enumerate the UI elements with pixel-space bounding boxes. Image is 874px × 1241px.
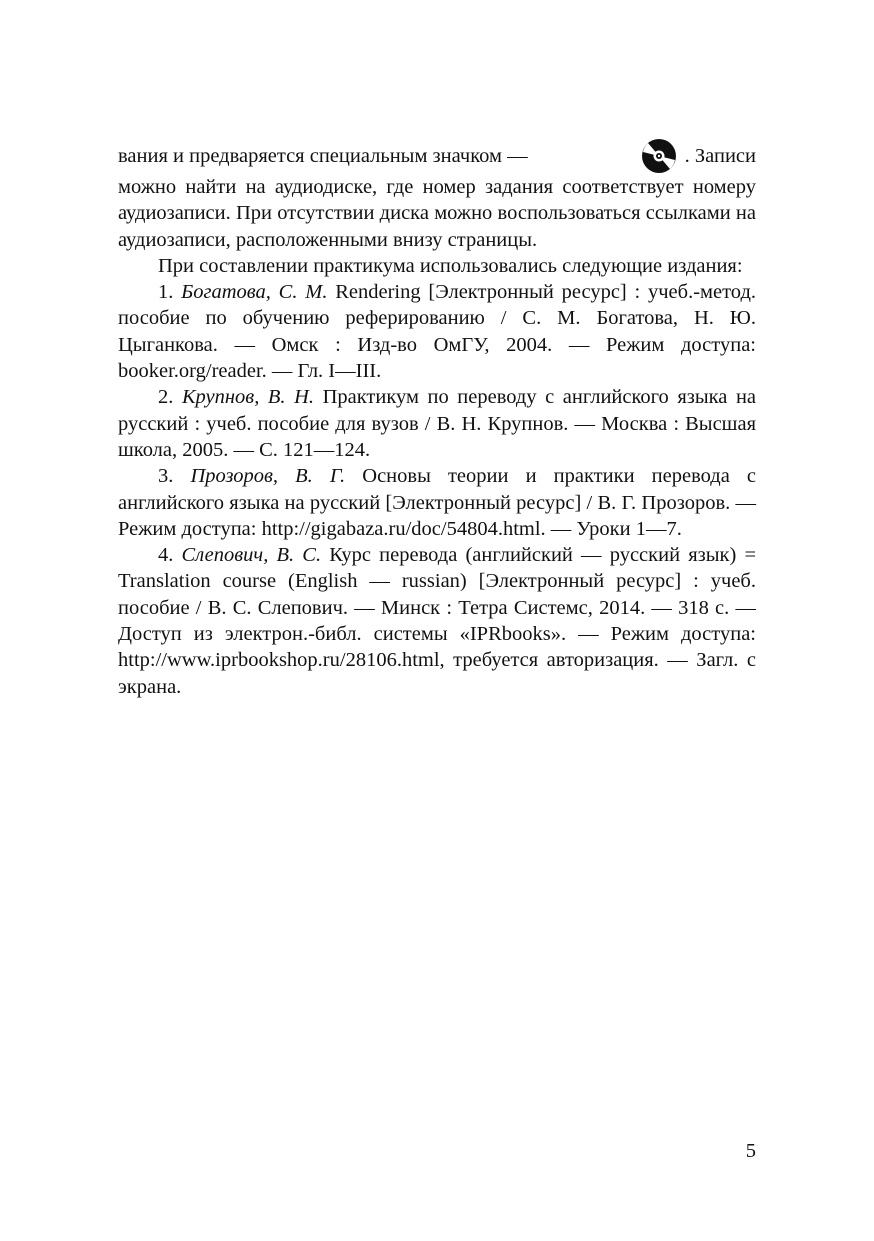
reference-item [118, 463, 756, 542]
reference-number: 4. [158, 544, 174, 567]
page-body [118, 138, 756, 700]
reference-item [118, 384, 756, 463]
reference-number: 3. [158, 465, 174, 488]
reference-author: Прозоров, В. Г. [190, 465, 346, 488]
reference-text: Практикум по переводу с английского языка на русский : учеб. пособие для вузов / В. Н. Крупнов. — Москва : Высшая школа, 2005. — С. 121—124. [118, 386, 757, 461]
reference-author: Крупнов, В. Н. [181, 386, 314, 409]
reference-number: 1. [158, 281, 174, 304]
sources-heading: При составлении практикума использовались следующие издания: [158, 254, 743, 277]
reference-text: Основы теории и практики перевода с английского языка на русский [Электронный ресурс] / В. Г. Прозоров. — Режим доступа: http://gigabaza.ru/doc/54804.html. — Уроки 1—7. [118, 465, 757, 540]
reference-text: Курс перевода (английский — русский язык) = Translation course (English — russian) [Электронный ресурс] : учеб. пособие / В. С. Слепович. — Минск : Тетра Системс, 2014. — 318 с. — Доступ из электрон.-библ. системы «IPRbooks». — Режим доступа: http://www.iprbookshop.ru/28106.html, требуется авторизация. — Загл. с экрана. [118, 544, 757, 698]
intro-continuation: можно найти на аудиодиске, где номер задания соответствует номеру аудиозаписи. При отсутствии диска можно воспользоваться ссылками на аудиозаписи, расположенными внизу страницы. [118, 176, 756, 251]
intro-text-before-icon: вания и предваряется специальным значком — [118, 144, 528, 167]
reference-item [118, 542, 756, 700]
page-number: 5 [745, 1140, 756, 1162]
reference-author: Богатова, С. М. [181, 281, 328, 304]
intro-text-after-icon: . Записи [684, 144, 756, 167]
audio-disc-icon [639, 138, 679, 174]
reference-author: Слепович, В. С. [181, 544, 322, 567]
intro-first-line [118, 138, 756, 174]
reference-text: Rendering [Электронный ресурс] : учеб.-метод. пособие по обучению реферированию / С. М. Богатова, Н. Ю. Цыганкова. — Омск : Изд-во ОмГУ, 2004. — Режим доступа: booker.org/reader. — Гл. I—III. [118, 281, 756, 383]
reference-item [118, 279, 756, 384]
reference-number: 2. [158, 386, 174, 409]
intro-first-line-text [118, 143, 621, 169]
